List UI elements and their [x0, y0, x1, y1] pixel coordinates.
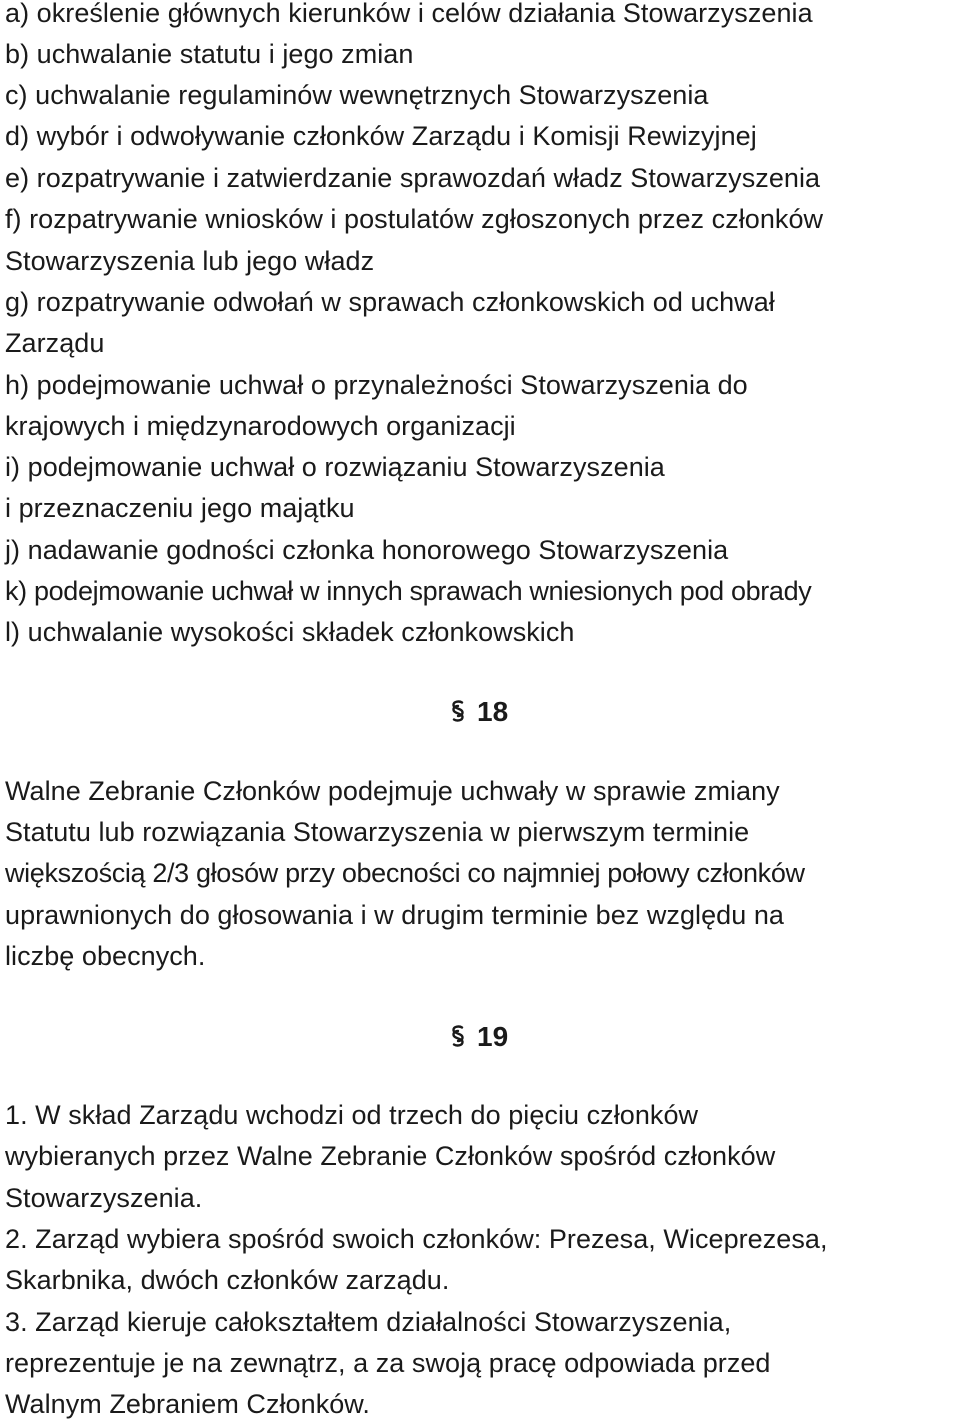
list-item: g) rozpatrywanie odwołań w sprawach członkowskich od uchwał [5, 287, 775, 317]
paragraph-line: uprawnionych do głosowania i w drugim terminie bez względu na [5, 900, 784, 930]
paragraph-line: 2. Zarząd wybiera spośród swoich członków: Prezesa, Wiceprezesa, [5, 1224, 828, 1254]
paragraph-line: Statutu lub rozwiązania Stowarzyszenia w pierwszym terminie [5, 817, 750, 847]
paragraph-line: Walnym Zebraniem Członków. [5, 1389, 370, 1419]
list-item: Stowarzyszenia lub jego władz [5, 246, 375, 276]
list-item: d) wybór i odwoływanie członków Zarządu i Komisji Rewizyjnej [5, 121, 757, 151]
list-item: b) uchwalanie statutu i jego zmian [5, 39, 414, 69]
paragraph-line: większością 2/3 głosów przy obecności co najmniej połowy członków [5, 858, 805, 888]
list-item: i) podejmowanie uchwał o rozwiązaniu Stowarzyszenia [5, 452, 665, 482]
list-item: k) podejmowanie uchwał w innych sprawach wniesionych pod obrady [5, 576, 812, 606]
list-item: c) uchwalanie regulaminów wewnętrznych Stowarzyszenia [5, 80, 709, 110]
paragraph-line: liczbę obecnych. [5, 941, 206, 971]
section-number: 19 [477, 1021, 509, 1052]
list-item: a) określenie głównych kierunków i celów działania Stowarzyszenia [5, 0, 813, 28]
list-item: e) rozpatrywanie i zatwierdzanie sprawozdań władz Stowarzyszenia [5, 163, 821, 193]
list-item: l) uchwalanie wysokości składek członkowskich [5, 617, 575, 647]
list-item: i przeznaczeniu jego majątku [5, 493, 355, 523]
list-item: h) podejmowanie uchwał o przynależności Stowarzyszenia do [5, 370, 748, 400]
paragraph-line: 3. Zarząd kieruje całokształtem działalności Stowarzyszenia, [5, 1307, 732, 1337]
paragraph-line: 1. W skład Zarządu wchodzi od trzech do pięciu członków [5, 1100, 699, 1130]
list-item: f) rozpatrywanie wniosków i postulatów zgłoszonych przez członków [5, 204, 824, 234]
paragraph-line: Walne Zebranie Członków podejmuje uchwały w sprawie zmiany [5, 776, 780, 806]
list-item: krajowych i międzynarodowych organizacji [5, 411, 516, 441]
section-sign-icon [447, 700, 469, 722]
paragraph-line: reprezentuje je na zewnątrz, a za swoją pracę odpowiada przed [5, 1348, 771, 1378]
paragraph-line: wybieranych przez Walne Zebranie Członków spośród członków [5, 1141, 776, 1171]
section-number: 18 [477, 696, 509, 727]
paragraph-line: Stowarzyszenia. [5, 1183, 203, 1213]
section-heading-18 [447, 695, 508, 729]
section-sign-icon [447, 1025, 469, 1047]
section-heading-19 [447, 1020, 508, 1054]
list-item: Zarządu [5, 328, 105, 358]
list-item: j) nadawanie godności członka honorowego Stowarzyszenia [5, 535, 729, 565]
paragraph-line: Skarbnika, dwóch członków zarządu. [5, 1265, 450, 1295]
